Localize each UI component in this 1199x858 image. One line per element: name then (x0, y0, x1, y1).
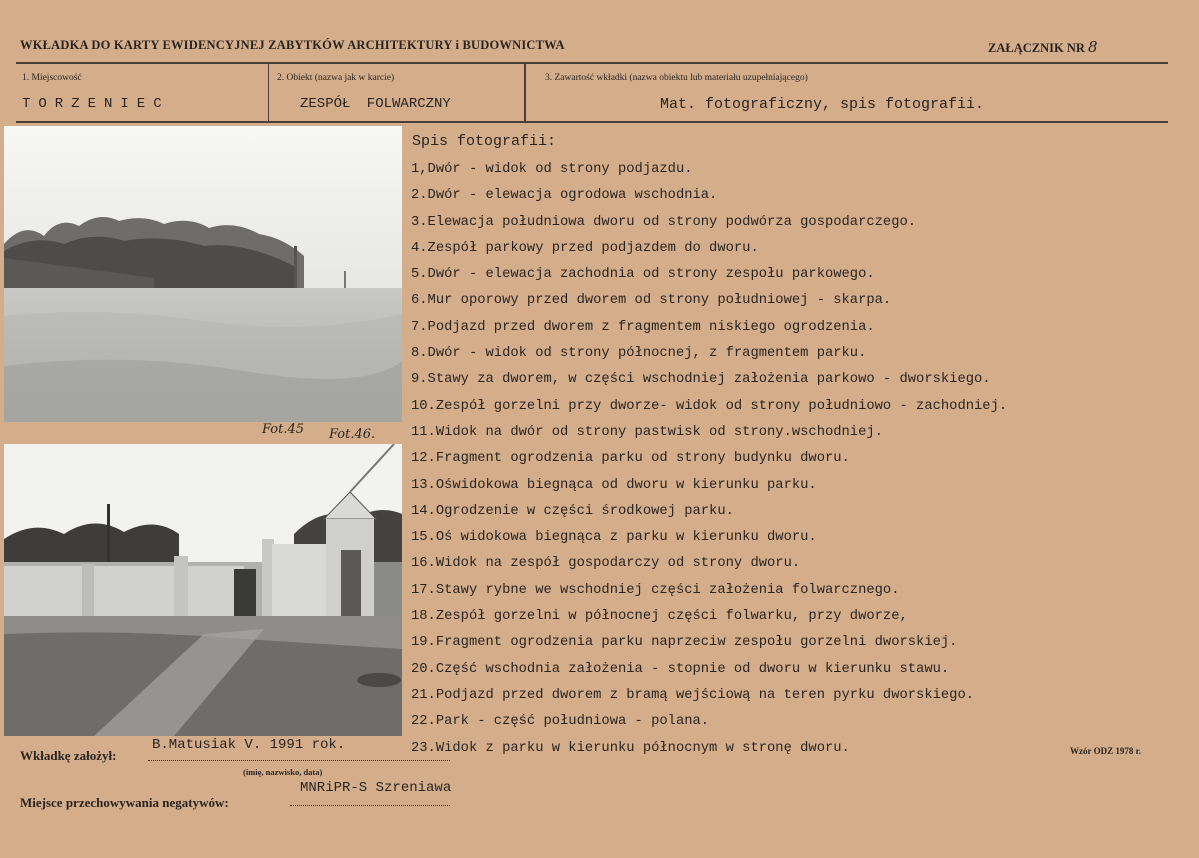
content-value: Mat. fotograficzny, spis fotografii. (660, 96, 985, 113)
list-item: 12.Fragment ogrodzenia parku od strony budynku dworu. (411, 451, 850, 467)
list-item: 4.Zespół parkowy przed podjazdem do dworu. (411, 240, 759, 256)
content-label: 3. Zawartość wkładki (nazwa obiektu lub materiału uzupełniającego) (545, 73, 808, 83)
author-label: Wkładkę założył: (20, 748, 117, 763)
author-hint: (imię, nazwisko, data) (243, 767, 323, 777)
list-item: 13.Oświdokowa biegnąca od dworu w kierunku parku. (411, 477, 817, 493)
list-item: 17.Stawy rybne we wschodniej części założenia folwarcznego. (411, 582, 900, 598)
list-item: 9.Stawy za dworem, w części wschodniej założenia parkowo - dworskiego. (411, 372, 991, 388)
list-item: 19.Fragment ogrodzenia parku naprzeciw zespołu gorzelni dworskiej. (411, 635, 958, 651)
place-value: TORZENIEC (22, 96, 170, 112)
list-item: 1,Dwór - widok od strony podjazdu. (411, 162, 693, 177)
field-divider-1 (268, 64, 269, 122)
list-item: 8.Dwór - widok od strony północnej, z fragmentem parku. (411, 346, 867, 362)
list-item: 3.Elewacja południowa dworu od strony podwórza gospodarczego. (411, 214, 917, 230)
list-item: 10.Zespół gorzelni przy dworze- widok od strony południowo - zachodniej. (411, 398, 1008, 414)
photo-list-title: Spis fotografii: (412, 133, 557, 150)
list-item: 23.Widok z parku w kierunku północnym w stronę dworu. (411, 740, 850, 756)
photo-caption-45: Fot.45 (262, 422, 305, 437)
card-title: WKŁADKA DO KARTY EWIDENCYJNEJ ZABYTKÓW ARCHITEKTURY i BUDOWNICTWA (20, 38, 565, 52)
field-divider-2 (524, 64, 526, 122)
list-item: 6.Mur oporowy przed dworem od strony południowej - skarpa. (411, 293, 892, 309)
attachment-number-value: 8 (1088, 38, 1098, 56)
storage-line (290, 805, 450, 806)
attachment-number (988, 38, 1098, 56)
list-item: 2.Dwór - elewacja ogrodowa wschodnia. (411, 188, 718, 204)
list-item: 20.Część wschodnia założenia - stopnie od dworu w kierunku stawu. (411, 661, 950, 677)
storage-label: Miejsce przechowywania negatywów: (20, 795, 229, 810)
author-line (148, 760, 450, 761)
photo-list (411, 157, 1007, 762)
attachment-label: ZAŁĄCZNIK NR (988, 41, 1085, 55)
list-item: 21.Podjazd przed dworem z bramą wejściową na teren pyrku dworskiego. (411, 687, 975, 703)
author-value: B.Matusiak V. 1991 rok. (152, 737, 346, 753)
header-rule-bottom (16, 121, 1168, 123)
list-item: 5.Dwór - elewacja zachodnia od strony zespołu parkowego. (411, 267, 875, 283)
list-item: 22.Park - część południowa - polana. (411, 714, 710, 730)
storage-value: MNRiPR-S Szreniawa (300, 780, 452, 796)
list-item: 11.Widok na dwór od strony pastwisk od strony.wschodniej. (411, 424, 883, 440)
header-rule-top (16, 62, 1168, 64)
list-item: 7.Podjazd przed dworem z fragmentem niskiego ogrodzenia. (411, 319, 875, 335)
form-code: Wzór ODZ 1978 r. (1070, 746, 1141, 756)
list-item: 16.Widok na zespół gospodarczy od strony dworu. (411, 556, 801, 572)
photo-field-landscape (4, 126, 402, 422)
place-label: 1. Miejscowość (22, 73, 82, 83)
photo-wall-gate (4, 444, 402, 736)
photo-caption-46: Fot.46. (329, 427, 376, 442)
list-item: 14.Ogrodzenie w części środkowej parku. (411, 503, 734, 519)
list-item: 15.Oś widokowa biegnąca z parku w kierunku dworu. (411, 530, 817, 546)
object-value: ZESPÓŁ FOLWARCZNY (300, 96, 451, 112)
list-item: 18.Zespół gorzelni w północnej części folwarku, przy dworze, (411, 609, 908, 625)
object-label: 2. Obiekt (nazwa jak w karcie) (277, 73, 395, 83)
